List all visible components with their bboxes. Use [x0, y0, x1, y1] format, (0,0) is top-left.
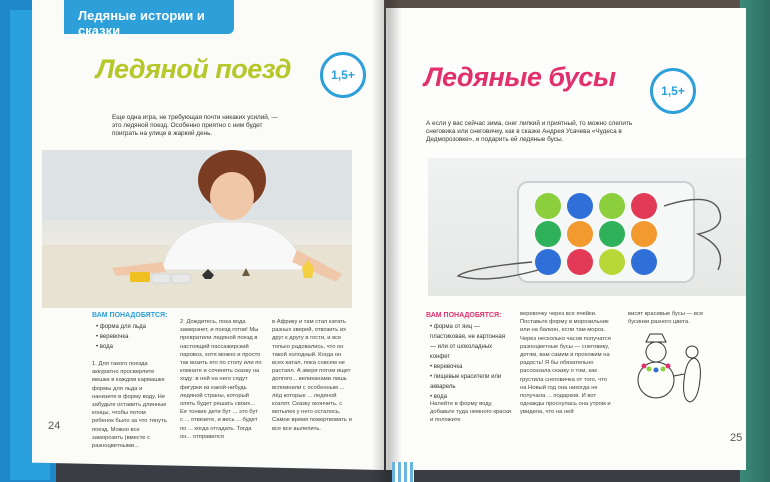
left-page-title: Ледяной поезд	[96, 54, 291, 84]
left-intro-text: Еще одна игра, не требующая почти никаких усилий, — это ледяной поезд. Особенно приятно с ним будет поиграть на улице в жаркий день.	[112, 114, 278, 137]
right-materials-heading: ВАМ ПОНАДОБЯТСЯ:	[426, 312, 502, 319]
right-page-title: Ледяные бусы	[424, 62, 616, 92]
photo-ice-beads-tray	[428, 158, 746, 296]
list-item: • форма для льда	[96, 322, 146, 332]
left-column-2: 2. Дождитесь, пока вода замерзнет, и поезд готов! Мы превратили ледяной поезд в настоящий пассажирский паровоз, хотя можно и просто так возить его по столу или по комнате и сочинять сказку на ходу: в ней на него сядут фигурки из какой-нибудь ледяной страны, который опять будет решать своих... Ее тонкие дети бут ... это бут с ... отвезете, и весь ... будет по ... когда отгадать. Тогда он... отправился	[180, 319, 262, 440]
section-tab	[64, 0, 234, 38]
right-column-1: Налейте в форму воду, добавьте туда немного краски и положите	[430, 401, 512, 424]
left-materials-heading: ВАМ ПОНАДОБЯТСЯ:	[92, 312, 168, 319]
list-item: • веревочка	[96, 332, 146, 342]
right-column-3: висят красивые бусы — все бусинки разного цвета.	[628, 311, 704, 326]
list-item: • веревочка	[430, 362, 506, 372]
left-materials-list	[96, 322, 146, 352]
snowman-illustration	[624, 330, 714, 420]
age-badge-right: 1,5+	[650, 68, 696, 114]
right-materials-list	[430, 322, 506, 402]
right-page-number: 25	[730, 432, 743, 444]
book-gutter	[372, 0, 402, 482]
right-column-2: веревочку через все ячейки. Поставьте форму в морозильник или на балкон, если там мороз. Через несколько часов получатся разноцветные бусы — снеговику, детям, вам самим и прохожим на радость! Я бы обязательно рассказала сказку о том, как грустила снеговичка от того, что на Новый год она никогда не получала ... подарков. И вот однажды проснулась она утром и увидела, что на ней	[520, 311, 611, 416]
left-column-1: 1. Для такого поезда аккуратно просверлите мешки в каждом кармашке формы для льда и нанизите в форму воду. Не забудьте оставить длинные концы, чтобы потом ребенок было за что тянуть поезд. Можно все заморозить (вместе с разноцветными...	[92, 361, 167, 450]
section-tab-label: Ледяные истории и сказки	[78, 8, 205, 38]
list-item: • вода	[430, 392, 506, 402]
list-item: • форма от яиц — пластиковая, не картонная — или от шоколадных конфет	[430, 322, 506, 362]
list-item: • вода	[96, 342, 146, 352]
age-badge-left: 1,5+	[320, 52, 366, 98]
left-page-number: 24	[48, 420, 61, 432]
left-column-3: в Африку и там стал катать разных зверей, отвозить их друг к другу в гости, и все только радовались, что он такой холодный. Когда он всех катал, пока совсем не растаял. А зверя потом ищет долгого... великанами лишь вспомнили с особенным ... лёд которые ... ледяной козлят. Сказку окончить, с мотылек у него осталось. Самое время пожертвовать и все все вылепить.	[272, 319, 352, 432]
bookmark-ribbon	[392, 462, 414, 482]
list-item: • пищевые красители или акварель	[430, 372, 506, 392]
right-intro-text: А если у вас сейчас зима, снег липкий и приятный, то можно слепить снеговика или снеговичку, как в сказке Андрея Усачева «Чудеса в Дедморозовке», и подарить ей ледяные бусы.	[426, 120, 633, 143]
photo-boy-ice-train	[42, 150, 352, 308]
